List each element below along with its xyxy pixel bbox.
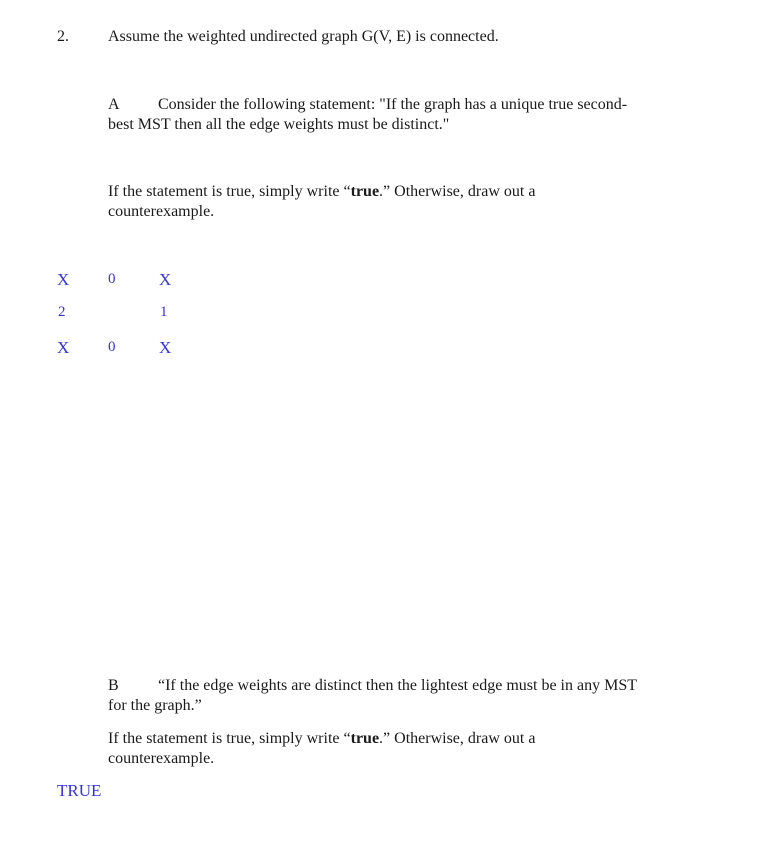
graph-edge-weight-left: 2 — [58, 304, 66, 320]
graph-node-bottom-left: X — [57, 338, 70, 357]
part-a-statement-line2: best MST then all the edge weights must be distinct." — [108, 116, 450, 133]
graph-node-top-right: X — [159, 270, 172, 289]
part-a-instruction-post: .” Otherwise, draw out a — [379, 183, 536, 200]
part-b-statement-line2: for the graph.” — [108, 697, 202, 714]
part-a-statement-line1: Consider the following statement: "If the graph has a unique true second- — [158, 96, 628, 113]
part-b-statement-line1: “If the edge weights are distinct then the lightest edge must be in any MST — [158, 677, 637, 694]
part-a-instruction-pre: If the statement is true, simply write “ — [108, 183, 351, 200]
part-b-instruction-pre: If the statement is true, simply write “ — [108, 730, 351, 747]
part-a-instruction-bold: true — [350, 183, 380, 200]
part-b-answer: TRUE — [57, 781, 102, 800]
part-a-instruction-line2: counterexample. — [108, 203, 215, 220]
question-number: 2. — [57, 28, 69, 45]
part-b-instruction-line2: counterexample. — [108, 750, 215, 767]
part-b-instruction-post: .” Otherwise, draw out a — [379, 730, 536, 747]
part-a-label: A — [108, 96, 120, 113]
part-a-statement — [108, 95, 678, 135]
graph-node-top-left: X — [57, 270, 70, 289]
graph-edge-weight-bottom: 0 — [108, 339, 116, 355]
graph-node-bottom-right: X — [159, 338, 172, 357]
part-b-instruction-bold: true — [350, 730, 380, 747]
part-b-statement — [108, 676, 688, 716]
part-a-instruction — [108, 182, 608, 222]
graph-edge-weight-right: 1 — [160, 304, 168, 320]
part-b-instruction — [108, 729, 608, 769]
part-b-label: B — [108, 677, 119, 694]
graph-edge-weight-top: 0 — [108, 271, 116, 287]
question-intro: Assume the weighted undirected graph G(V, E) is connected. — [108, 28, 499, 45]
